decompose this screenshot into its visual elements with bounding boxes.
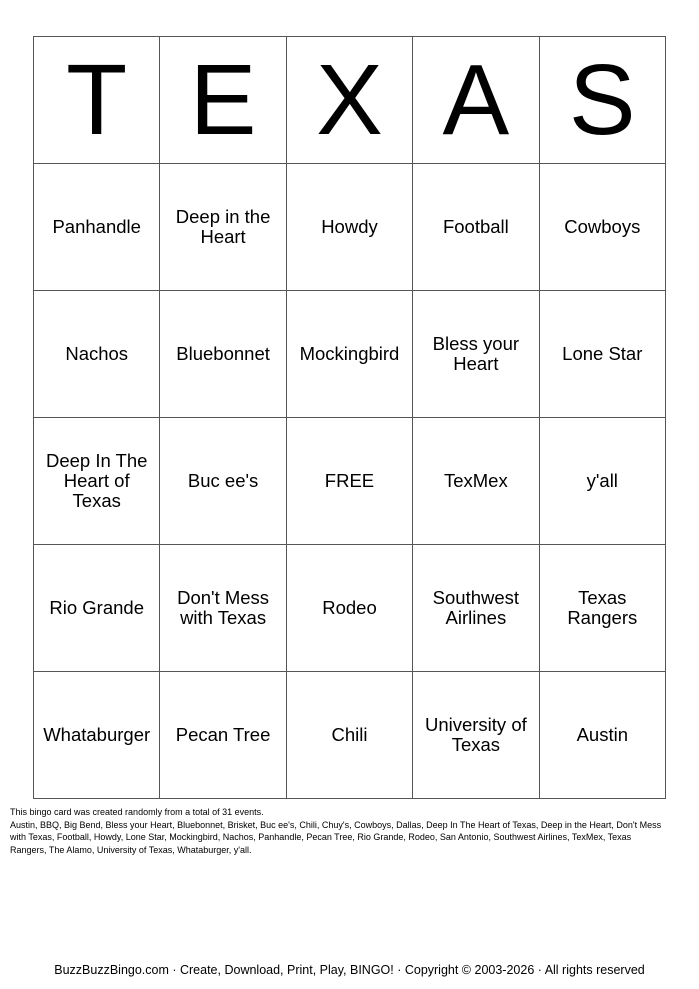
header-letter: X: [316, 44, 383, 156]
bingo-cell[interactable]: [34, 672, 160, 799]
footer-copyright: BuzzBuzzBingo.com · Create, Download, Print, Play, BINGO! · Copyright © 2003-2026 · All rights reserved: [54, 963, 645, 977]
cell-label: Bluebonnet: [176, 342, 270, 364]
bingo-cell[interactable]: [160, 164, 286, 291]
cell-label: Chili: [331, 723, 368, 745]
cell-label: Don't Mess with Texas: [177, 586, 270, 628]
header-letter: A: [442, 44, 510, 156]
bingo-row: [34, 291, 666, 418]
bingo-cell[interactable]: [413, 672, 539, 799]
header-letter: S: [568, 44, 636, 156]
cell-label: University of Texas: [424, 713, 527, 755]
cell-label: Deep in the Heart: [175, 205, 271, 247]
header-cell: [413, 37, 539, 164]
bingo-cell[interactable]: [539, 164, 665, 291]
bingo-cell[interactable]: [539, 672, 665, 799]
cell-label: Nachos: [65, 342, 129, 364]
bingo-row: [34, 672, 666, 799]
bingo-cell[interactable]: [539, 418, 665, 545]
cell-label: Rio Grande: [49, 596, 144, 618]
bingo-cell[interactable]: [286, 545, 412, 672]
header-cell: [286, 37, 412, 164]
bingo-cell[interactable]: [160, 291, 286, 418]
header-row: [34, 37, 666, 164]
cell-label: y'all: [586, 469, 618, 491]
cell-label: Buc ee's: [187, 469, 259, 491]
cell-label: Texas Rangers: [567, 586, 638, 628]
bingo-cell[interactable]: [160, 545, 286, 672]
cell-label: Mockingbird: [299, 342, 400, 364]
header-cell: [160, 37, 286, 164]
bingo-cell[interactable]: [413, 545, 539, 672]
bingo-cell[interactable]: [413, 164, 539, 291]
cell-label: Southwest Airlines: [432, 586, 520, 628]
bingo-cell[interactable]: [34, 291, 160, 418]
cell-label: Austin: [576, 723, 628, 745]
header-cell: [539, 37, 665, 164]
bingo-row: [34, 164, 666, 291]
free-cell[interactable]: [286, 418, 412, 545]
cell-label: TexMex: [443, 469, 508, 491]
bingo-row: [34, 418, 666, 545]
cell-label: Lone Star: [562, 342, 643, 364]
bingo-cell[interactable]: [34, 164, 160, 291]
card-info: [10, 806, 670, 856]
bingo-cell[interactable]: [539, 545, 665, 672]
header-letter: E: [189, 44, 257, 156]
bingo-cell[interactable]: [413, 291, 539, 418]
bingo-row: [34, 545, 666, 672]
cell-label: Deep In The Heart of Texas: [45, 449, 148, 511]
cell-label: Football: [442, 215, 509, 237]
bingo-cell[interactable]: [286, 164, 412, 291]
bingo-cell[interactable]: [413, 418, 539, 545]
info-event-list: Austin, BBQ, Big Bend, Bless your Heart, Bluebonnet, Brisket, Buc ee's, Chili, Chuy's, Cowboys, Dallas, Deep In The Heart of Texas, Deep in the Heart, Don't Mess with Texas, Football, Howdy, Lone Star, Mockingbird, Nachos, Panhandle, Pecan Tree, Rio Grande, Rodeo, San Antonio, Southwest Airlines, TexMex, Texas Rangers, The Alamo, University of Texas, Whataburger, y'all.: [10, 819, 662, 855]
cell-label: Cowboys: [564, 215, 641, 237]
header-letter: T: [66, 44, 128, 156]
bingo-cell[interactable]: [160, 672, 286, 799]
bingo-cell[interactable]: [34, 418, 160, 545]
cell-label: Panhandle: [52, 215, 141, 237]
cell-label: Howdy: [321, 215, 378, 237]
bingo-cell[interactable]: [160, 418, 286, 545]
cell-label: Bless your Heart: [432, 332, 520, 374]
bingo-cell[interactable]: [539, 291, 665, 418]
cell-label: Rodeo: [322, 596, 377, 618]
cell-label: Pecan Tree: [175, 723, 271, 745]
bingo-cell[interactable]: [286, 672, 412, 799]
bingo-card: [33, 36, 666, 799]
bingo-cell[interactable]: [34, 545, 160, 672]
bingo-cell[interactable]: [286, 291, 412, 418]
cell-label: FREE: [324, 469, 375, 491]
header-cell: [34, 37, 160, 164]
info-summary: This bingo card was created randomly from a total of 31 events.: [10, 807, 264, 817]
cell-label: Whataburger: [43, 723, 151, 745]
